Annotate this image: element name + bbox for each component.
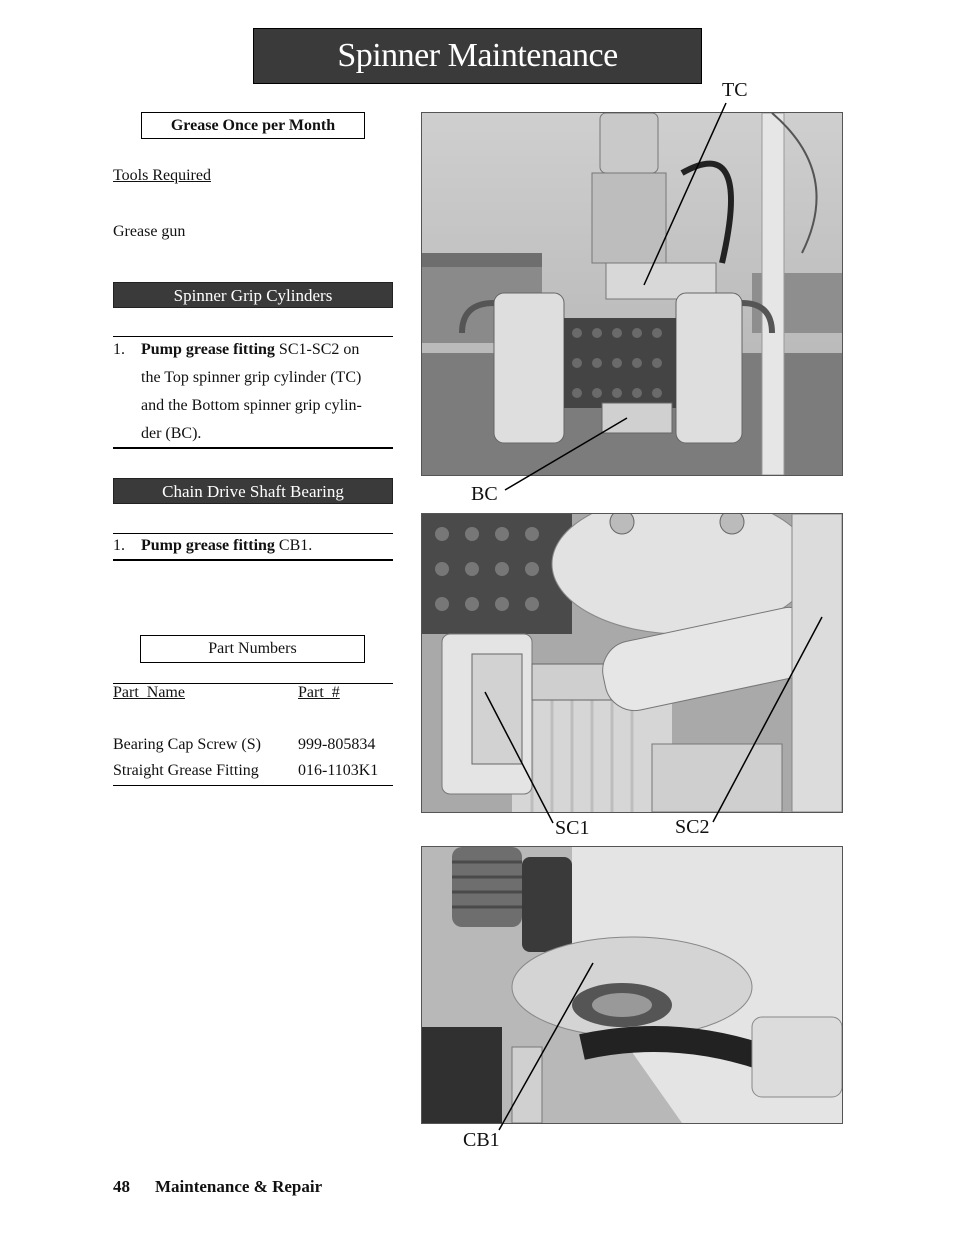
part-number: 999-805834: [298, 736, 376, 753]
part-name: Straight Grease Fitting: [113, 762, 259, 779]
parts-heading-text: Part Numbers: [208, 640, 297, 657]
callout-sc1: SC1: [555, 817, 590, 839]
callout-tc: TC: [722, 79, 748, 101]
photo-chain-drive-bearing-art: [422, 847, 842, 1123]
parts-col-number: Part #: [298, 684, 340, 701]
page-title: Spinner Maintenance: [253, 28, 702, 84]
photo-grease-fittings-sc: [421, 513, 843, 813]
photo-chain-drive-bearing: [421, 846, 843, 1124]
step-line: and the Bottom spinner grip cylin-: [141, 397, 362, 414]
schedule-label-text: Grease Once per Month: [170, 117, 336, 134]
divider: [113, 559, 393, 561]
step-body: [141, 532, 395, 560]
callout-cb1: CB1: [463, 1129, 500, 1151]
photo-grease-fittings-sc-art: [422, 514, 842, 812]
step-chain-drive: [113, 532, 395, 560]
step-bold: Pump grease fitting: [141, 341, 275, 358]
section-heading-spinner-grip: Spinner Grip Cylinders: [113, 282, 393, 308]
photo-spinner-grip-art: [422, 113, 842, 475]
callout-bc: BC: [471, 483, 498, 505]
schedule-label: [141, 112, 365, 139]
footer-page-number: 48: [113, 1177, 130, 1196]
step-number: 1.: [113, 537, 125, 554]
footer-section: Maintenance & Repair: [155, 1177, 323, 1196]
tool-item: Grease gun: [113, 223, 186, 240]
divider: [113, 447, 393, 449]
step-number: 1.: [113, 341, 125, 358]
photo-spinner-grip: [421, 112, 843, 476]
step-line: der (BC).: [141, 425, 202, 442]
step-bold: Pump grease fitting: [141, 537, 275, 554]
section-heading-chain-drive: Chain Drive Shaft Bearing: [113, 478, 393, 504]
step-line: CB1.: [274, 537, 313, 554]
parts-heading: [140, 635, 365, 663]
step-line: the Top spinner grip cylinder (TC): [141, 369, 362, 386]
divider: [113, 785, 393, 786]
step-body: [141, 336, 395, 448]
tools-heading: Tools Required: [113, 167, 211, 184]
part-name: Bearing Cap Screw (S): [113, 736, 261, 753]
step-spinner-grip: [113, 336, 395, 448]
part-number: 016-1103K1: [298, 762, 379, 779]
step-line: SC1-SC2 on: [274, 341, 360, 358]
callout-sc2: SC2: [675, 816, 710, 838]
parts-col-name: Part Name: [113, 684, 185, 701]
